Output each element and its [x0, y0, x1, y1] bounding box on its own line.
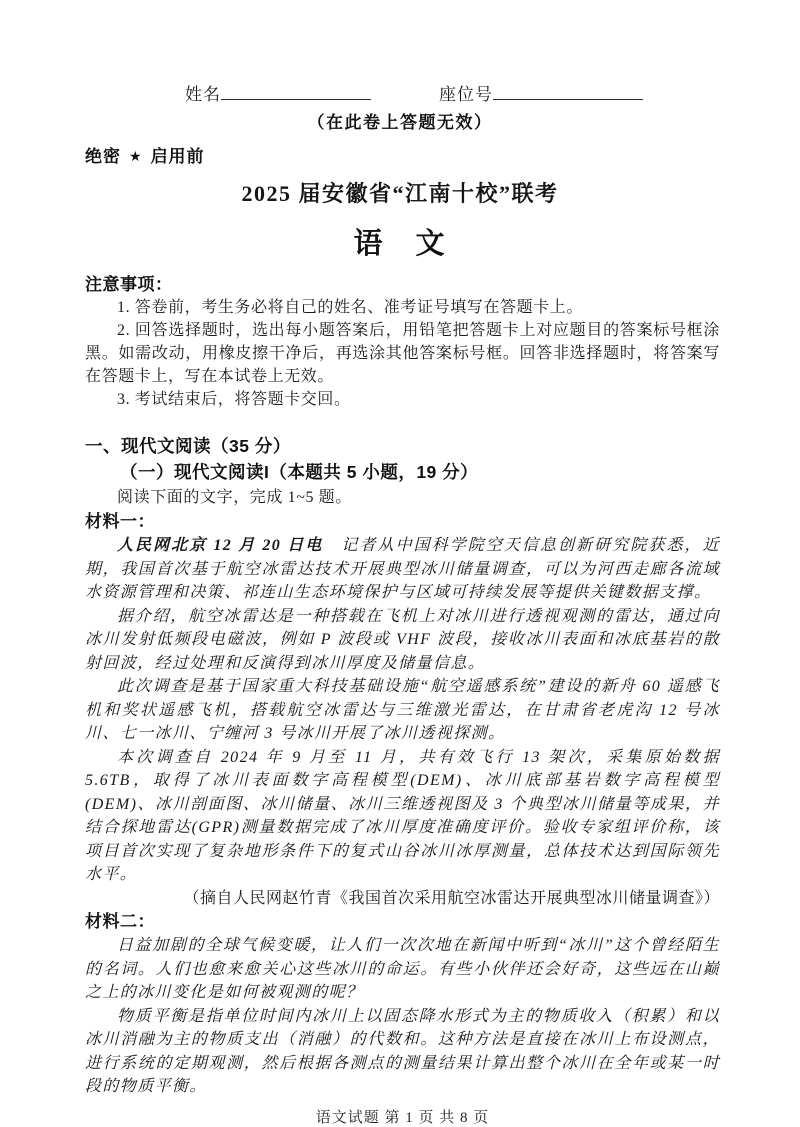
notice-item-2: 2. 回答选择题时，选出每小题答案后，用铅笔把答题卡上对应题目的答案标号框涂黑。如需改动，用橡皮擦干净后，再选涂其他答案标号框。回答非选择题时，将答案写在答题卡上，写在本试卷上无效。 [85, 322, 720, 385]
material-1-paragraph-4: 本次调查自 2024 年 9 月至 11 月，共有效飞行 13 架次，采集原始数据 5.6TB，取得了冰川表面数字高程模型(DEM)、冰川底部基岩数字高程模型(DEM)、冰川剖面图、冰川储量、冰川三维透视图及 3 个典型冰川储量等成果，并结合探地雷达(GPR)测量数据完成了冰川厚度准确度评价。验收专家组评价称，该项目首次实现了复杂地形条件下的复式山谷冰川冰厚测量，总体技术达到国际领先水平。 [85, 748, 720, 883]
section-subheading-reading-1: （一）现代文阅读I（本题共 5 小题，19 分） [120, 462, 479, 482]
stage-label: 启用前 [150, 147, 205, 166]
material-2-label: 材料二： [85, 912, 155, 931]
page-footer: 语文试题 第 1 页 共 8 页 [315, 1109, 490, 1126]
header-fillin-row [0, 80, 800, 102]
material-2-paragraph-2: 物质平衡是指单位时间内冰川上以固态降水形式为主的物质收入（积累）和以冰川消融为主的物质支出（消融）的代数和。这种方法是直接在冰川上布设测点，进行系统的定期观测，然后根据各测点的测量结果计算出整个冰川在全年或某一时段的物质平衡。 [85, 1007, 720, 1095]
secrecy-row [85, 142, 800, 167]
paragraph-text: 记者从中国科学院空天信息创新研究院获悉，近期，我国首次基于航空冰雷达技术开展典型冰川储量调查，可以为河西走廊各流域水资源管理和决策、祁连山生态环境保护与区域可持续发展等提供关键数据支撑。 [85, 537, 720, 601]
material-2-paragraph-1: 日益加剧的全球气候变暖，让人们一次次地在新闻中听到“冰川”这个曾经陌生的名词。人们也愈来愈关心这些冰川的命运。有些小伙伴还会好奇，这些远在山巅之上的冰川变化是如何被观测的呢？ [85, 937, 720, 1001]
material-1-label: 材料一： [85, 512, 155, 531]
material-1-paragraph-3: 此次调查是基于国家重大科技基础设施“航空遥感系统”建设的新舟 60 遥感飞机和奖状遥感飞机，搭载航空冰雷达与三维激光雷达，在甘肃省老虎沟 12 号冰川、七一冰川、宁缠河 3 号冰川开展了冰川透视探测。 [85, 678, 720, 742]
seat-label: 座位号 [439, 85, 493, 104]
invalid-notice: （在此卷上答题无效） [307, 113, 493, 132]
reading-intro: 阅读下面的文字，完成 1~5 题。 [117, 489, 352, 506]
notice-item-1: 1. 答卷前，考生务必将自己的姓名、准考证号填写在答题卡上。 [117, 299, 584, 316]
material-1-paragraph-2: 据介绍，航空冰雷达是一种搭载在飞机上对冰川进行透视观测的雷达，通过向冰川发射低频段电磁波，例如 P 波段或 VHF 波段，接收冰川表面和冰底基岩的散射回波，经过处理和反演得到冰川厚度及储量信息。 [85, 607, 720, 672]
star-icon: ★ [129, 148, 143, 164]
subject-title: 语 文 [353, 228, 447, 260]
material-1-paragraph-1 [85, 534, 720, 605]
paper-body [0, 274, 800, 1127]
notice-item-3: 3. 考试结束后，将答题卡交回。 [117, 391, 351, 408]
section-heading-modern-reading: 一、现代文阅读（35 分） [85, 436, 291, 456]
name-fill-line [221, 87, 371, 100]
exam-title: 2025 届安徽省“江南十校”联考 [241, 181, 559, 206]
dateline-lead: 人民网北京 12 月 20 日电 [117, 537, 324, 554]
material-1-citation: （摘自人民网赵竹青《我国首次采用航空冰雷达开展典型冰川储量调查》） [183, 889, 720, 907]
notice-heading: 注意事项： [85, 275, 173, 294]
secrecy-label: 绝密 [85, 147, 121, 166]
seat-fill-line [493, 87, 643, 100]
name-label: 姓名 [185, 85, 221, 104]
